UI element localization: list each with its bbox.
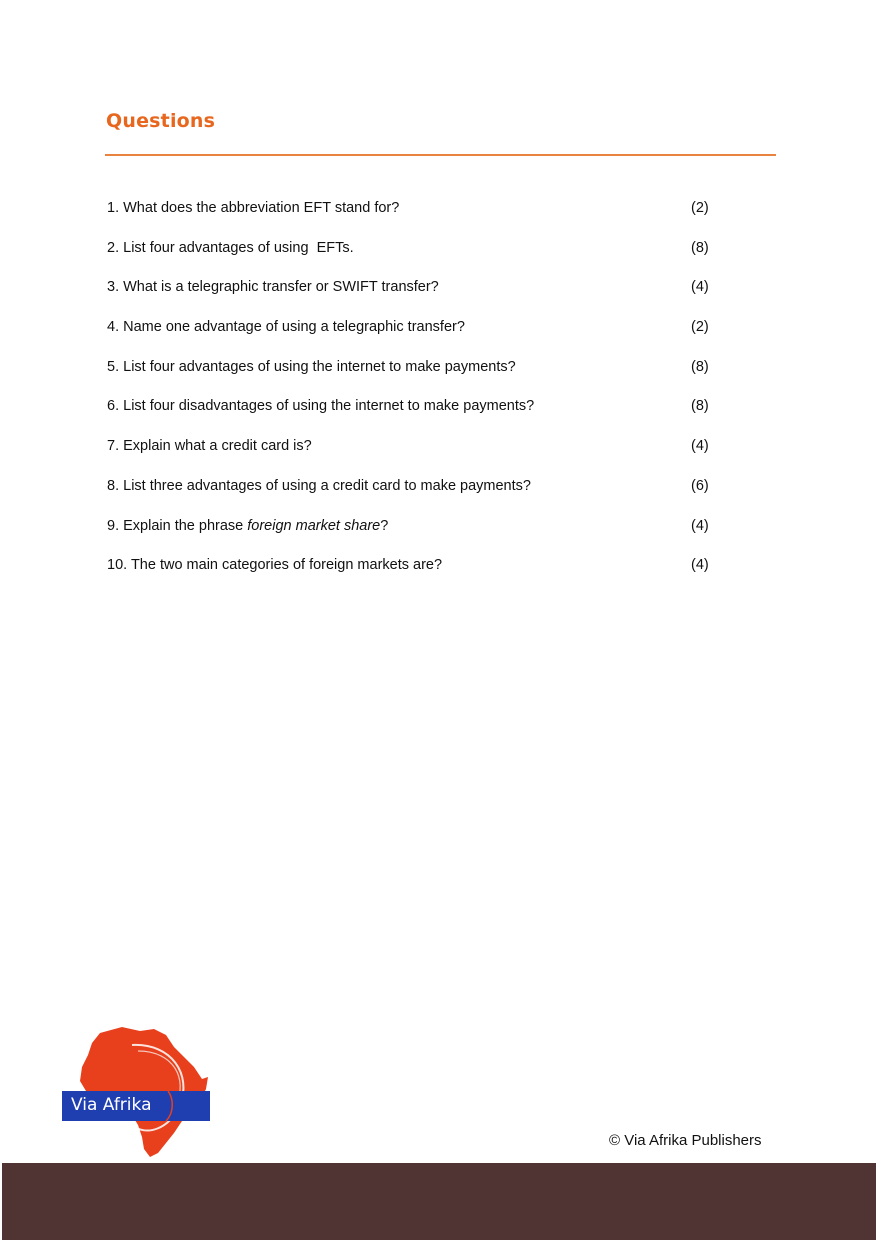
copyright-text: © Via Afrika Publishers (609, 1132, 762, 1149)
question-list (107, 198, 727, 595)
question-item (107, 357, 727, 397)
question-text: 5. List four advantages of using the internet to make payments? (107, 358, 516, 375)
question-marks: (4) (691, 279, 709, 296)
logo-text: Via Afrika (71, 1095, 152, 1115)
via-afrika-logo (62, 1025, 212, 1160)
question-text: 3. What is a telegraphic transfer or SWIFT transfer? (107, 279, 439, 296)
question-text: 7. Explain what a credit card is? (107, 438, 312, 455)
question-item (107, 317, 727, 357)
question-item (107, 198, 727, 238)
question-marks: (8) (691, 398, 709, 415)
question-item (107, 436, 727, 476)
question-item (107, 396, 727, 436)
question-text: 4. Name one advantage of using a telegraphic transfer? (107, 319, 465, 336)
page-title: Questions (106, 110, 216, 132)
africa-map-icon (62, 1025, 212, 1160)
heading-divider (105, 154, 776, 156)
question-marks: (4) (691, 438, 709, 455)
question-item (107, 555, 727, 595)
question-text: 8. List three advantages of using a credit card to make payments? (107, 477, 531, 494)
question-text: 2. List four advantages of using EFTs. (107, 239, 354, 256)
question-item (107, 516, 727, 556)
question-marks: (6) (691, 477, 709, 494)
question-item (107, 476, 727, 516)
question-text: 6. List four disadvantages of using the internet to make payments? (107, 398, 535, 415)
question-item (107, 277, 727, 317)
question-marks: (4) (691, 517, 709, 534)
question-text: 1. What does the abbreviation EFT stand for? (107, 200, 400, 216)
question-text: 9. Explain the phrase foreign market share? (107, 517, 389, 534)
question-marks: (4) (691, 557, 709, 574)
footer-bar (2, 1163, 876, 1240)
question-marks: (2) (691, 319, 709, 336)
question-text: 10. The two main categories of foreign markets are? (107, 557, 443, 574)
question-marks: (8) (691, 358, 709, 375)
question-marks: (2) (691, 200, 709, 216)
question-item (107, 238, 727, 278)
question-marks: (8) (691, 239, 709, 256)
italic-term: foreign market share (247, 517, 381, 534)
